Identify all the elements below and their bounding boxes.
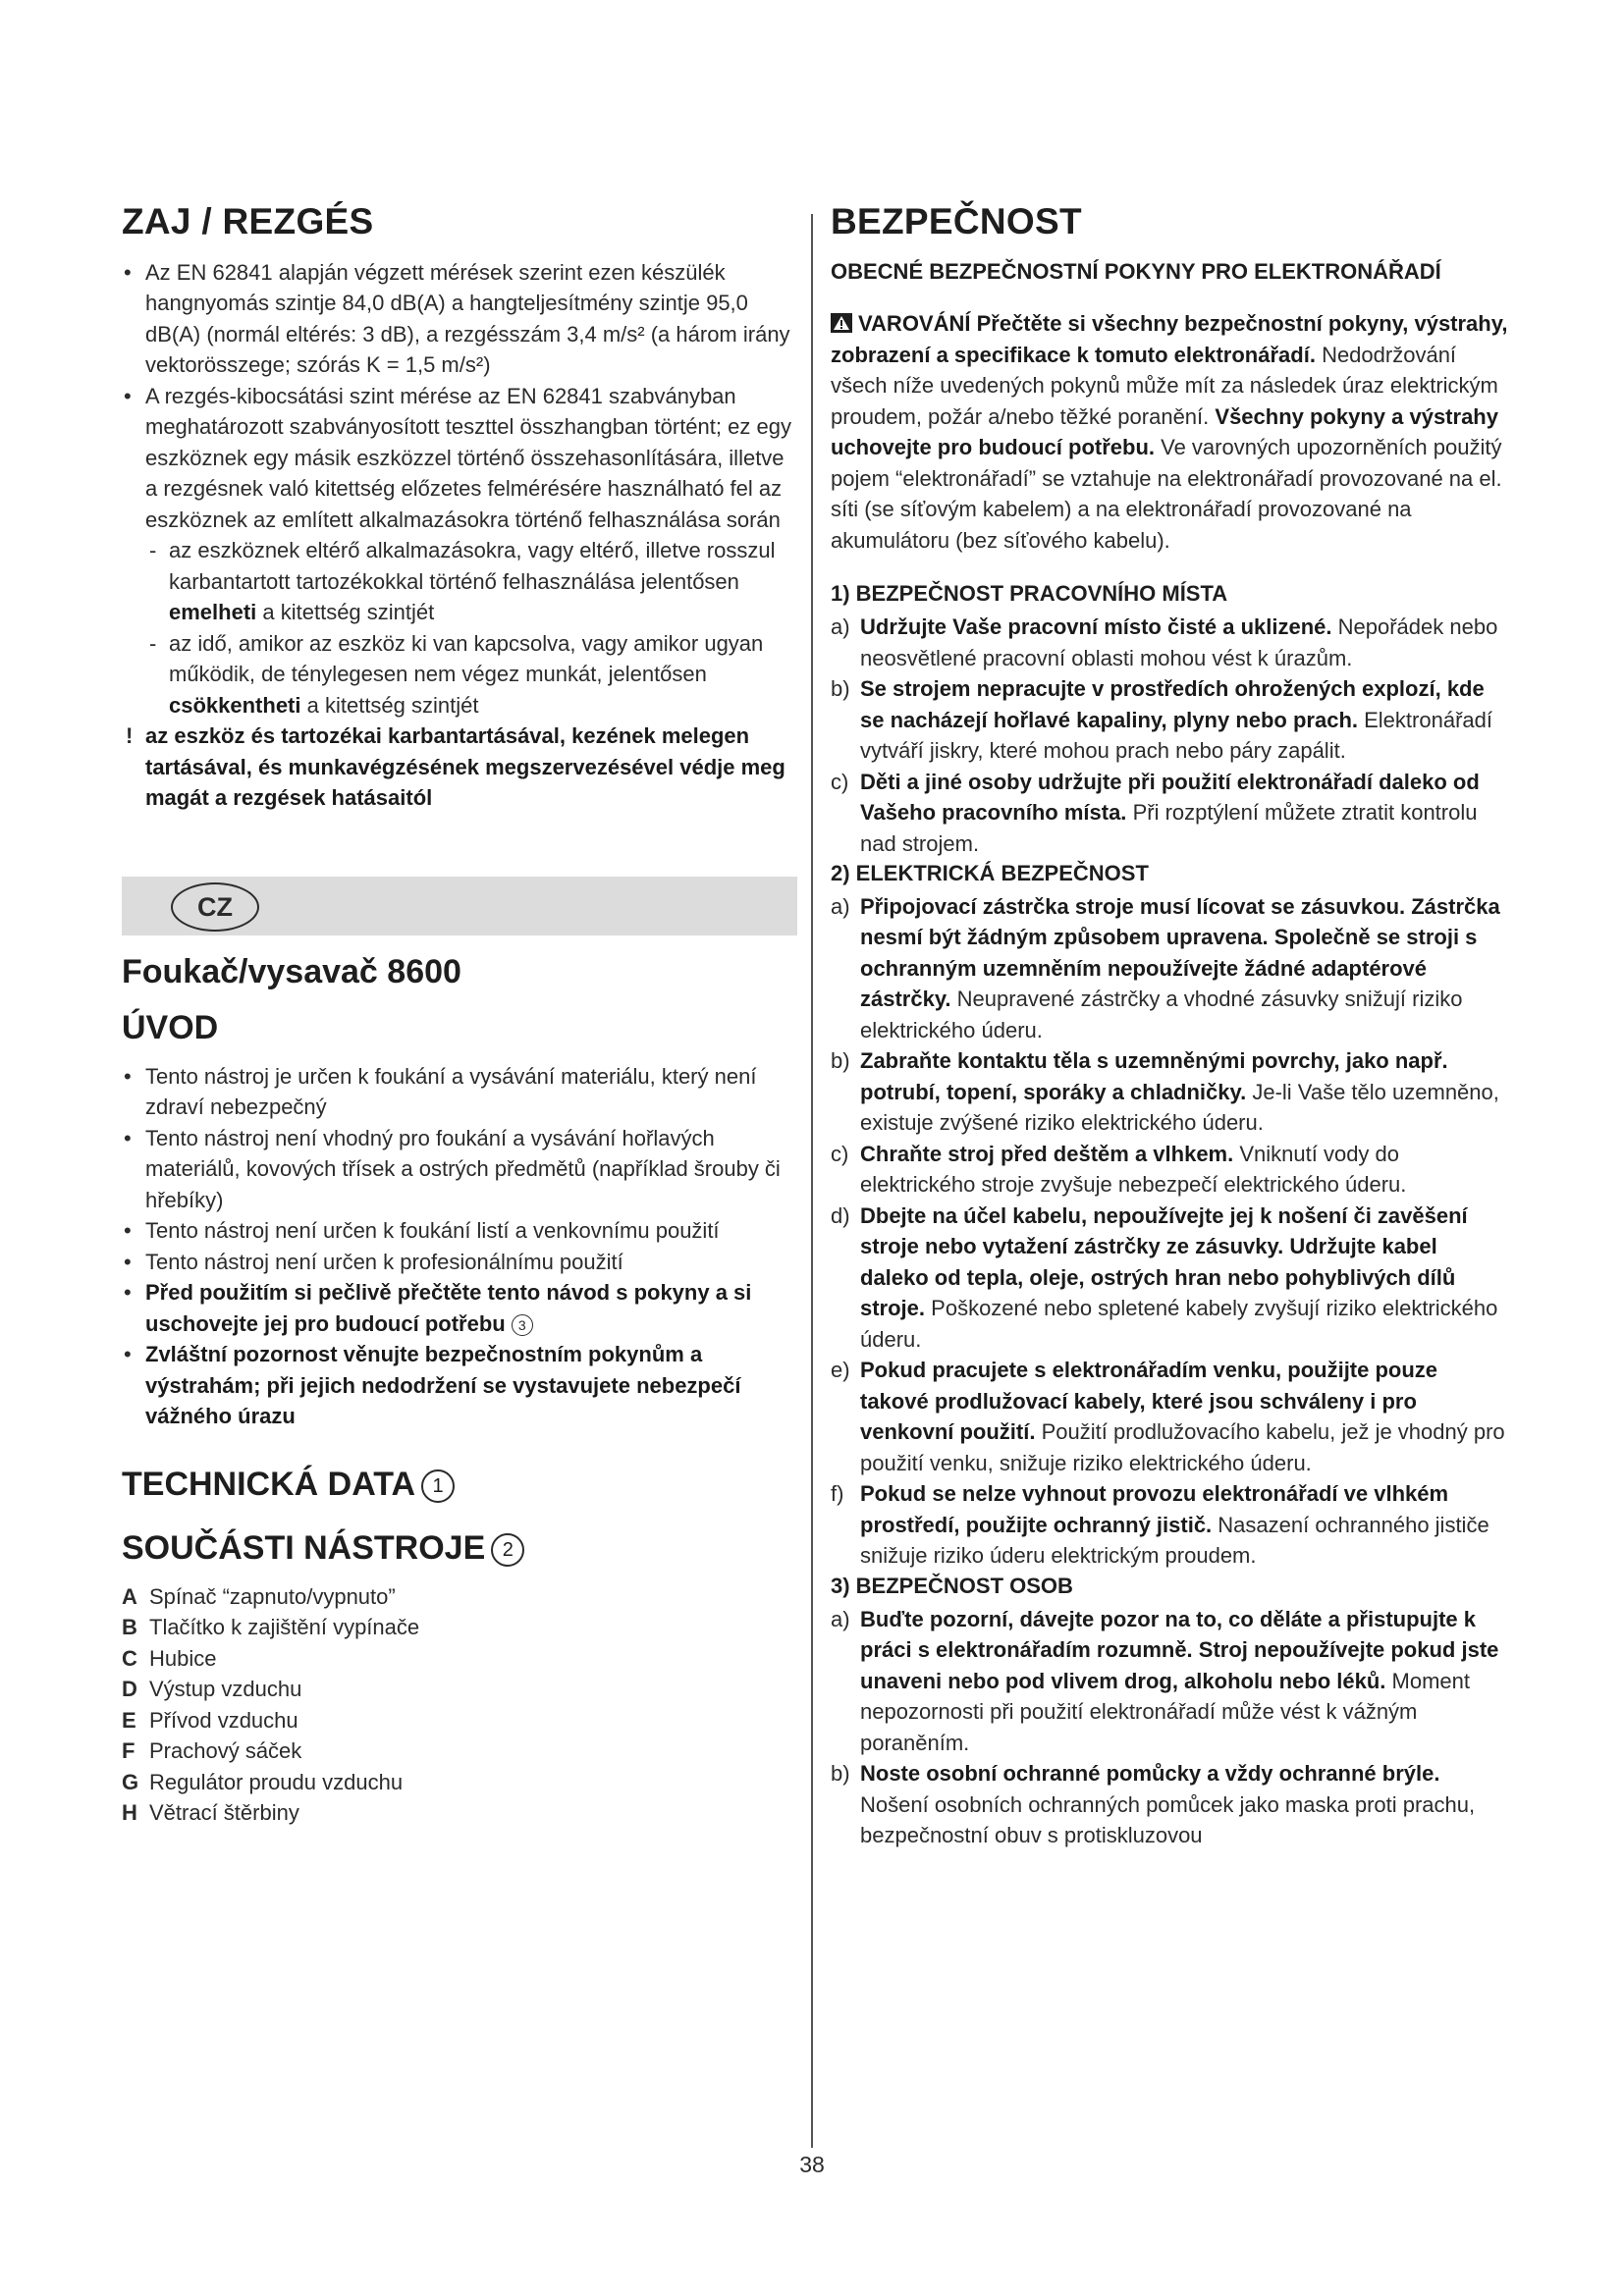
item-letter: c) [831, 1141, 849, 1166]
text: a kitettség szintjét [262, 600, 435, 625]
text: Při rozptýlení můžete ztratit kontrolu nad strojem. [860, 800, 1478, 856]
bold-text: Připojovací zástrčka stroje musí lícovat se zásuvkou. Zástrčka nesmí být žádným způsobem upravena. Společně se stroji s ochranným uzemněním nepoužívejte žádné adaptérové zástrčky. [860, 893, 1500, 1012]
section-heading-zaj: ZAJ / REZGÉS [122, 201, 374, 241]
part-letter: G [122, 1769, 139, 1794]
item-letter: f) [831, 1481, 844, 1507]
figure-ref-badge: 1 [421, 1469, 455, 1503]
part-item [122, 1581, 797, 1613]
figure-ref-badge: 3 [512, 1314, 533, 1336]
section-heading: 2) ELEKTRICKÁ BEZPEČNOST [831, 861, 1149, 886]
part-item [122, 1643, 797, 1675]
bold-text: VAROVÁNÍ Přečtěte si všechny bezpečnostní pokyny, výstrahy, zobrazení a specifikace k tomuto elektronářadí. [831, 311, 1508, 367]
part-letter: C [122, 1645, 137, 1671]
bold-text: emelheti [169, 600, 257, 625]
part-label: Přívod vzduchu [149, 1707, 298, 1733]
alpha-list [831, 1604, 1508, 1851]
part-label: Tlačítko k zajištění vypínače [149, 1615, 420, 1640]
language-bar [122, 877, 797, 935]
warning-item [122, 721, 797, 814]
heading-text: TECHNICKÁ DATA [122, 1465, 416, 1503]
product-title: Foukač/vysavač 8600 [122, 952, 461, 990]
list-item: • Tento nástroj není vhodný pro foukání a vysávání hořlavých materiálů, kovových třísek a ostrých předmětů (například šrouby či hřebíky) [122, 1123, 797, 1216]
electrical-safety-section [831, 859, 1508, 1572]
bold-text: Pokud se nelze vyhnout provozu elektronářadí ve vlhkém prostředí, použijte ochranný jistič. [860, 1481, 1449, 1537]
dash-item [145, 535, 797, 628]
bold-text: Všechny pokyny a výstrahy uchovejte pro budoucí potřebu. [831, 403, 1498, 460]
part-item [122, 1612, 797, 1643]
bold-text: Před použitím si pečlivě přečtěte tento návod s pokyny a si uschovejte jej pro budoucí potřebu [145, 1280, 752, 1336]
text: Použití prodlužovacího kabelu, jež je vhodný pro použití venku, snižuje riziko elektrického úderu. [860, 1419, 1505, 1475]
text: Poškozené nebo spletené kabely zvyšují riziko elektrického úderu. [860, 1296, 1498, 1352]
part-label: Hubice [149, 1645, 217, 1671]
text: Nedodržování všech níže uvedených pokynů může mít za následek úraz elektrickým proudem, požár a/nebo těžké poranění. [831, 342, 1498, 429]
part-item [122, 1735, 797, 1767]
warning-icon [831, 313, 852, 333]
list-item [122, 1339, 797, 1432]
subheading: OBECNÉ BEZPEČNOSTNÍ POKYNY PRO ELEKTRONÁŘADÍ [831, 258, 1441, 284]
bold-text: Děti a jiné osoby udržujte při použití elektronářadí daleko od Vašeho pracovního místa. [860, 769, 1480, 826]
part-label: Spínač “zapnuto/vypnuto” [149, 1583, 396, 1609]
list-item: • Tento nástroj není určen k foukání listí a venkovnímu použití [122, 1215, 797, 1247]
list-item [122, 1277, 797, 1339]
section-heading: 1) BEZPEČNOST PRACOVNÍHO MÍSTA [831, 581, 1228, 607]
noise-vibration-section [122, 201, 797, 814]
part-letter: A [122, 1583, 137, 1609]
item-letter: b) [831, 1761, 850, 1787]
part-label: Větrací štěrbiny [149, 1800, 299, 1826]
list-item [831, 1478, 1508, 1572]
alpha-list [831, 891, 1508, 1572]
list-item [122, 381, 797, 721]
alpha-list [831, 612, 1508, 859]
bold-text: Chraňte stroj před deštěm a vlhkem. [860, 1141, 1234, 1166]
zaj-dash-list [145, 535, 797, 721]
part-letter: H [122, 1800, 137, 1826]
text: Vniknutí vody do elektrického stroje zvyšuje nebezpečí elektrického úderu. [860, 1141, 1407, 1198]
bold-text: Pokud pracujete s elektronářadím venku, použijte pouze takové prodlužovací kabely, které jsou schváleny i pro venkovní použití. [860, 1358, 1438, 1445]
item-letter: b) [831, 676, 850, 702]
text: a kitettség szintjét [306, 692, 479, 718]
text: Nepořádek nebo neosvětlené pracovní oblasti mohou vést k úrazům. [860, 614, 1498, 670]
zaj-list [122, 257, 797, 814]
part-label: Výstup vzduchu [149, 1677, 302, 1702]
part-item [122, 1674, 797, 1705]
item-letter: d) [831, 1202, 850, 1228]
part-item [122, 1767, 797, 1798]
part-item [122, 1797, 797, 1829]
text: Ve varovných upozorněních použitý pojem “elektronářadí” se vztahuje na elektronářadí provozované na el. síti (se síťovým kabelem) a na elektronářadí provozované na akumulátoru (bez síťového kabelu). [831, 435, 1502, 553]
bold-text: Zvláštní pozornost věnujte bezpečnostním pokynům a výstrahám; při jejich nedodržení se vystavujete nebezpečí vážného úrazu [145, 1342, 741, 1429]
list-item [831, 1758, 1508, 1851]
list-item [831, 1201, 1508, 1356]
part-item [122, 1705, 797, 1736]
list-item-text: A rezgés-kibocsátási szint mérése az EN 62841 szabványban meghatározott szabványosított teszttel összhangban történt; ez egy eszköznek egy másik eszközzel történő összehasonlítására, illetve a rezgésnek való kitettség előzetes felmérésére használható fel az eszköznek az említett alkalmazásokra történő felhasználása során [145, 383, 791, 532]
bold-text: Buďte pozorní, dávejte pozor na to, co děláte a přistupujte k práci s elektronářadím rozumně. Stroj nepoužívejte pokud jste unaveni nebo pod vlivem drog, alkoholu nebo léků. [860, 1606, 1499, 1693]
bold-text: Noste osobní ochranné pomůcky a vždy ochranné brýle. [860, 1761, 1440, 1787]
bold-text: Se strojem nepracujte v prostředích ohrožených explozí, kde se nacházejí hořlavé kapaliny, plyny nebo prach. [860, 676, 1485, 732]
personal-safety-section [831, 1572, 1508, 1851]
bold-text: Dbejte na účel kabelu, nepoužívejte jej k nošení či zavěšení stroje nebo vytažení zástrčky ze zásuvky. Udržujte kabel daleko od tepla, oleje, ostrých hran nebo pohyblivých dílů stroje. [860, 1202, 1468, 1321]
part-label: Prachový sáček [149, 1738, 302, 1764]
part-letter: B [122, 1615, 137, 1640]
item-letter: a) [831, 1606, 850, 1631]
item-letter: b) [831, 1048, 850, 1074]
bold-text: az eszköz és tartozékai karbantartásával, kezének melegen tartásával, és munkavégzésének megszervezésével védje meg magát a rezgések hatásaitól [145, 723, 785, 811]
item-letter: a) [831, 614, 850, 640]
intro-section [122, 1009, 797, 1432]
list-item: • Tento nástroj není určen k profesionálnímu použití [122, 1247, 797, 1278]
figure-ref-badge: 2 [491, 1533, 524, 1567]
text: Neupravené zástrčky a vhodné zásuvky snižují riziko elektrického úderu. [860, 987, 1463, 1042]
text: az eszköznek eltérő alkalmazásokra, vagy eltérő, illetve rosszul karbantartott tartozékokkal történő felhasználása jelentősen [169, 538, 776, 594]
list-item [831, 767, 1508, 860]
list-item [831, 612, 1508, 673]
text: Nasazení ochranného jističe snižuje riziko úderu elektrickým proudem. [860, 1512, 1489, 1569]
text: Je-li Vaše tělo uzemněno, existuje zvýšené riziko elektrického úderu. [860, 1079, 1499, 1136]
section-heading-tech [122, 1466, 797, 1504]
section-heading: 3) BEZPEČNOST OSOB [831, 1573, 1073, 1598]
bold-text: Udržujte Vaše pracovní místo čisté a uklizené. [860, 614, 1332, 640]
list-item: • Az EN 62841 alapján végzett mérések szerint ezen készülék hangnyomás szintje 84,0 dB(A) a hangteljesítmény szintje 95,0 dB(A) (normál eltérés: 3 dB), a rezgésszám 3,4 m/s² (a három irány vektorösszege; szórás K = 1,5 m/s²) [122, 257, 797, 381]
part-letter: E [122, 1707, 136, 1733]
language-badge: CZ [171, 882, 259, 932]
bold-text: csökkentheti [169, 692, 301, 718]
bold-text: Zabraňte kontaktu těla s uzemněnými povrchy, jako např. potrubí, topení, sporáky a chladničky. [860, 1048, 1448, 1104]
left-column [122, 201, 797, 1829]
text: Elektronářadí vytváří jiskry, které mohou prach nebo páry zapálit. [860, 707, 1492, 764]
text: Moment nepozornosti při použití elektronářadí může vést k vážným poraněním. [860, 1668, 1471, 1755]
text: az idő, amikor az eszköz ki van kapcsolva, vagy amikor ugyan működik, de ténylegesen nem végez munkát, jelentősen [169, 630, 764, 687]
list-item [831, 1045, 1508, 1139]
uvod-list [122, 1061, 797, 1432]
section-heading-soucasti [122, 1529, 797, 1568]
list-item [831, 1604, 1508, 1759]
work-area-safety-section [831, 579, 1508, 859]
item-letter: c) [831, 769, 849, 794]
column-divider [811, 214, 813, 2148]
list-item: • Tento nástroj je určen k foukání a vysávání materiálu, který není zdraví nebezpečný [122, 1061, 797, 1123]
part-letter: F [122, 1738, 135, 1764]
page-number: 38 [799, 2152, 825, 2177]
section-heading-bezpecnost: BEZPEČNOST [831, 201, 1082, 241]
list-item [831, 673, 1508, 767]
heading-text: SOUČÁSTI NÁSTROJE [122, 1528, 486, 1567]
parts-list [122, 1581, 797, 1829]
warning-paragraph [831, 308, 1508, 556]
section-heading-uvod: ÚVOD [122, 1008, 219, 1046]
list-item [831, 1355, 1508, 1478]
part-label: Regulátor proudu vzduchu [149, 1769, 404, 1794]
item-letter: a) [831, 893, 850, 919]
part-letter: D [122, 1677, 137, 1702]
list-item [831, 891, 1508, 1046]
list-item [831, 1139, 1508, 1201]
item-letter: e) [831, 1358, 850, 1383]
dash-item [145, 628, 797, 721]
text: Nošení osobních ochranných pomůcek jako maska proti prachu, bezpečnostní obuv s protiskluzovou [860, 1791, 1476, 1848]
right-column [831, 201, 1508, 1851]
